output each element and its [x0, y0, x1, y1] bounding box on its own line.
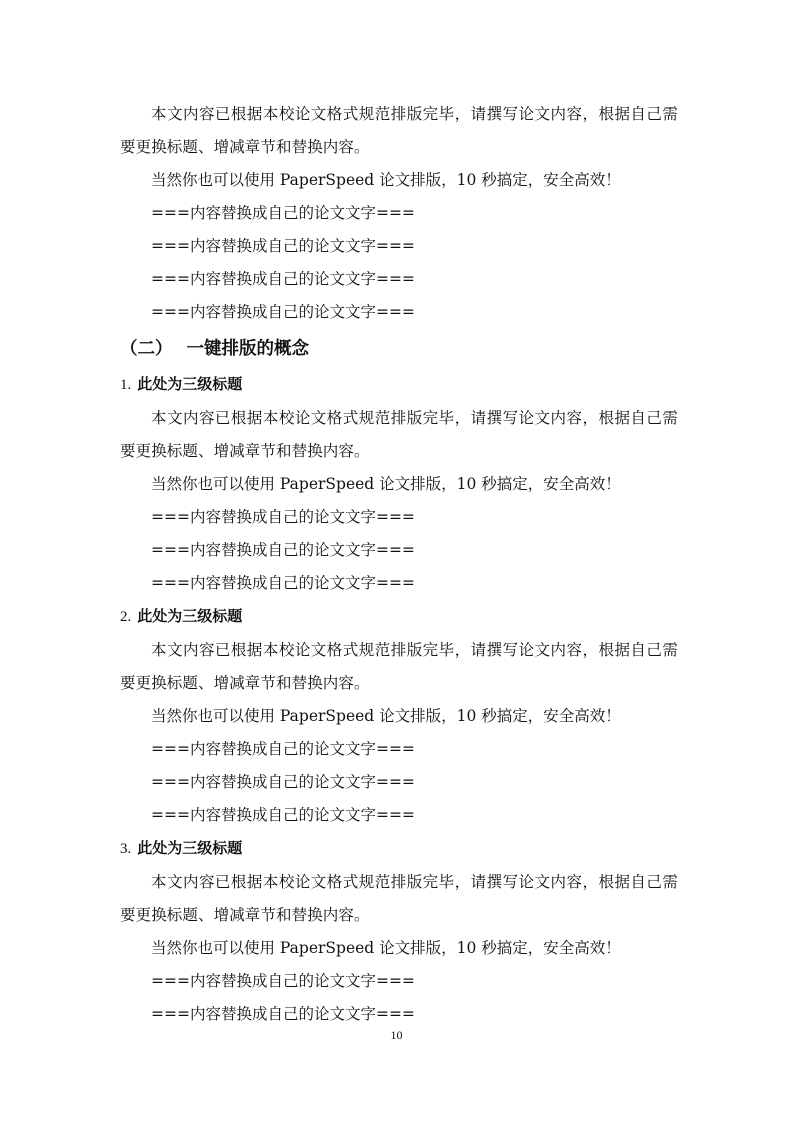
placeholder-line: ===内容替换成自己的论文文字=== — [151, 740, 415, 758]
body-paragraph: 本文内容已根据本校论文格式规范排版完毕，请撰写论文内容，根据自己需要更换标题、增减章节和替换内容。 — [120, 105, 678, 156]
subsection-number: 3. — [120, 841, 132, 857]
section-number: （二） — [120, 339, 173, 359]
placeholder-line: ===内容替换成自己的论文文字=== — [151, 806, 415, 824]
subsection-heading — [120, 368, 678, 402]
placeholder-line: ===内容替换成自己的论文文字=== — [151, 270, 415, 288]
body-paragraph: 本文内容已根据本校论文格式规范排版完毕，请撰写论文内容，根据自己需要更换标题、增减章节和替换内容。 — [120, 409, 678, 460]
subsection-heading — [120, 600, 678, 634]
placeholder-line: ===内容替换成自己的论文文字=== — [151, 303, 415, 321]
subsection-title: 此处为三级标题 — [137, 375, 243, 393]
placeholder-line: ===内容替换成自己的论文文字=== — [151, 574, 415, 592]
subsection-number: 2. — [120, 609, 132, 625]
placeholder-line: ===内容替换成自己的论文文字=== — [151, 204, 415, 222]
subsection-number: 1. — [120, 377, 132, 393]
subsection-heading — [120, 832, 678, 866]
subsection-title: 此处为三级标题 — [137, 607, 243, 625]
placeholder-line: ===内容替换成自己的论文文字=== — [151, 773, 415, 791]
body-paragraph: 当然你也可以使用 PaperSpeed 论文排版，10 秒搞定，安全高效！ — [151, 475, 621, 493]
placeholder-line: ===内容替换成自己的论文文字=== — [151, 972, 415, 990]
page-body — [120, 98, 678, 1031]
placeholder-line: ===内容替换成自己的论文文字=== — [151, 237, 415, 255]
section-title: 一键排版的概念 — [186, 339, 309, 359]
body-paragraph: 当然你也可以使用 PaperSpeed 论文排版，10 秒搞定，安全高效！ — [151, 171, 621, 189]
body-paragraph: 本文内容已根据本校论文格式规范排版完毕，请撰写论文内容，根据自己需要更换标题、增减章节和替换内容。 — [120, 873, 678, 924]
body-paragraph: 本文内容已根据本校论文格式规范排版完毕，请撰写论文内容，根据自己需要更换标题、增减章节和替换内容。 — [120, 641, 678, 692]
body-paragraph: 当然你也可以使用 PaperSpeed 论文排版，10 秒搞定，安全高效！ — [151, 939, 621, 957]
placeholder-line: ===内容替换成自己的论文文字=== — [151, 508, 415, 526]
placeholder-line: ===内容替换成自己的论文文字=== — [151, 1005, 415, 1023]
section-heading — [120, 330, 678, 368]
body-paragraph: 当然你也可以使用 PaperSpeed 论文排版，10 秒搞定，安全高效！ — [151, 707, 621, 725]
placeholder-line: ===内容替换成自己的论文文字=== — [151, 541, 415, 559]
page-number: 10 — [390, 1028, 403, 1042]
subsection-title: 此处为三级标题 — [137, 839, 243, 857]
